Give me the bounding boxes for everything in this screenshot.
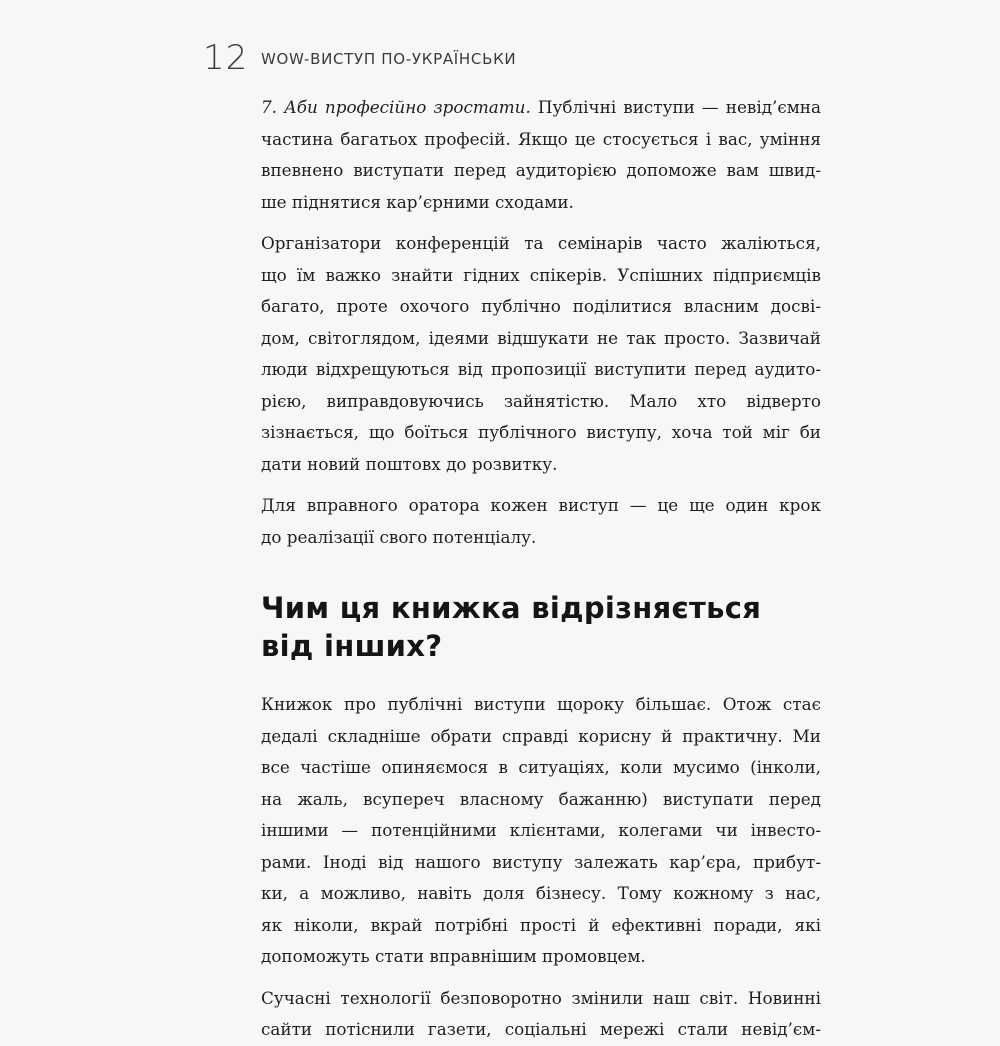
heading-line: від інших? [261, 629, 443, 663]
text-line: Організатори конференцій та семінарів часто жаліються, [261, 233, 821, 253]
section-heading [261, 589, 821, 665]
paragraph-5 [261, 983, 821, 1046]
text-line: допоможуть стати вправнішим промовцем. [261, 946, 646, 966]
text-line: як ніколи, вкрай потрібні прості й ефективні поради, які [261, 914, 821, 935]
text-line: впевнено виступати перед аудиторією допоможе вам швид- [261, 160, 821, 180]
text-line: все частіше опиняємося в ситуаціях, коли мусимо (інколи, [261, 757, 821, 777]
page-body [261, 92, 821, 1046]
text-line: Для вправного оратора кожен виступ — це ще один крок [261, 495, 821, 515]
text-line: Книжок про публічні виступи щороку більшає. Отож стає [261, 694, 821, 714]
text-line-rest: Публічні виступи — невід’ємна [530, 97, 822, 117]
text-line: сайти потіснили газети, соціальні мережі стали невід’єм- [261, 1019, 821, 1039]
text-line: Сучасні технології безповоротно змінили наш світ. Новинні [261, 987, 821, 1008]
text-line: багато, проте охочого публічно поділитися власним досві- [261, 296, 821, 316]
paragraph-4 [261, 689, 821, 973]
paragraph-2 [261, 228, 821, 480]
text-line: до реалізації свого потенціалу. [261, 526, 537, 547]
paragraph-3 [261, 490, 821, 553]
paragraph-lead: 7. Аби професійно зростати. [261, 97, 531, 117]
paragraph-1 [261, 92, 821, 218]
text-line: іншими — потенційними клієнтами, колегами чи інвесто- [261, 820, 821, 840]
text-line: зізнається, що боїться публічного виступу, хоча той міг би [261, 422, 821, 442]
text-line: ки, а можливо, навіть доля бізнесу. Тому кожному з нас, [261, 883, 821, 903]
text-line: дедалі складніше обрати справді корисну й практичну. Ми [261, 725, 821, 746]
text-line: частина багатьох професій. Якщо це стосується і вас, уміння [261, 128, 821, 149]
running-head: WOW-ВИСТУП ПО-УКРАЇНСЬКИ [261, 50, 517, 68]
text-line: що їм важко знайти гідних спікерів. Успішних підприємців [261, 264, 821, 285]
text-line [261, 92, 821, 124]
text-line: на жаль, всупереч власному бажанню) виступати перед [261, 788, 821, 809]
text-line: рами. Іноді від нашого виступу залежать кар’єра, прибут- [261, 851, 821, 872]
text-line: ше піднятися кар’єрними сходами. [261, 191, 574, 212]
heading-line: Чим ця книжка відрізняється [261, 591, 762, 625]
text-line: рією, виправдовуючись зайнятістю. Мало хто відверто [261, 390, 821, 411]
page-number: 12 [203, 38, 249, 78]
text-line: дати новий поштовх до розвитку. [261, 453, 558, 474]
text-line: дом, світоглядом, ідеями відшукати не так просто. Зазвичай [261, 327, 821, 348]
text-line: люди відхрещуються від пропозиції виступити перед аудито- [261, 359, 821, 379]
